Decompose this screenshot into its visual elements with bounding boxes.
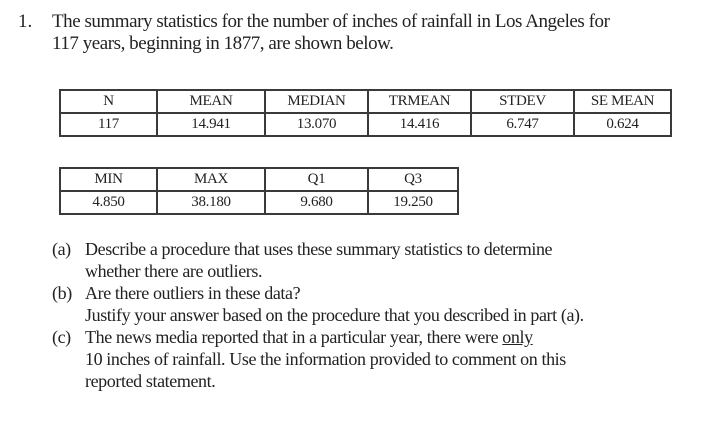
question-stem-line-2: 117 years, beginning in 1877, are shown below. [52, 33, 394, 54]
table-header-cell: Q3 [368, 168, 458, 191]
table-cell: 9.680 [265, 191, 368, 214]
table-cell: 19.250 [368, 191, 458, 214]
part-a-line-1: Describe a procedure that uses these summary statistics to determine [85, 239, 553, 259]
table-cell: 4.850 [60, 191, 157, 214]
part-c-line-2: 10 inches of rainfall. Use the information provided to comment on this [85, 349, 566, 369]
part-a-line-2: whether there are outliers. [85, 261, 263, 281]
table-header-row [60, 168, 458, 191]
table-header-cell: Q1 [265, 168, 368, 191]
table-cell: 0.624 [574, 113, 671, 136]
part-label: (a) [52, 239, 71, 259]
table-header-cell: N [60, 90, 157, 113]
summary-statistics-table-2 [59, 167, 459, 215]
table-header-row [60, 90, 671, 113]
table-header-cell: MIN [60, 168, 157, 191]
underlined-emphasis: only [502, 327, 533, 347]
table-header-cell: SE MEAN [574, 90, 671, 113]
part-b-line-2: Justify your answer based on the procedure that you described in part (a). [85, 305, 584, 325]
question-number: 1. [18, 11, 33, 32]
table-cell: 14.941 [157, 113, 265, 136]
table-header-cell: MAX [157, 168, 265, 191]
table-header-cell: TRMEAN [368, 90, 471, 113]
part-label: (c) [52, 327, 71, 347]
summary-statistics-table-1 [59, 89, 672, 137]
part-b-line-1: Are there outliers in these data? [85, 283, 301, 303]
table-cell: 13.070 [265, 113, 368, 136]
part-c-line-1 [85, 326, 685, 348]
part-c-line-1-text: The news media reported that in a particular year, there were [85, 327, 503, 347]
table-row [60, 113, 671, 136]
part-c-line-3: reported statement. [85, 371, 216, 391]
question-stem-line-1: The summary statistics for the number of inches of rainfall in Los Angeles for [52, 11, 610, 32]
table-header-cell: MEDIAN [265, 90, 368, 113]
table-cell: 14.416 [368, 113, 471, 136]
table-cell: 6.747 [471, 113, 574, 136]
table-header-cell: STDEV [471, 90, 574, 113]
table-cell: 38.180 [157, 191, 265, 214]
table-cell: 117 [60, 113, 157, 136]
table-header-cell: MEAN [157, 90, 265, 113]
question-stem [52, 11, 692, 55]
table-row [60, 191, 458, 214]
part-label: (b) [52, 283, 72, 303]
